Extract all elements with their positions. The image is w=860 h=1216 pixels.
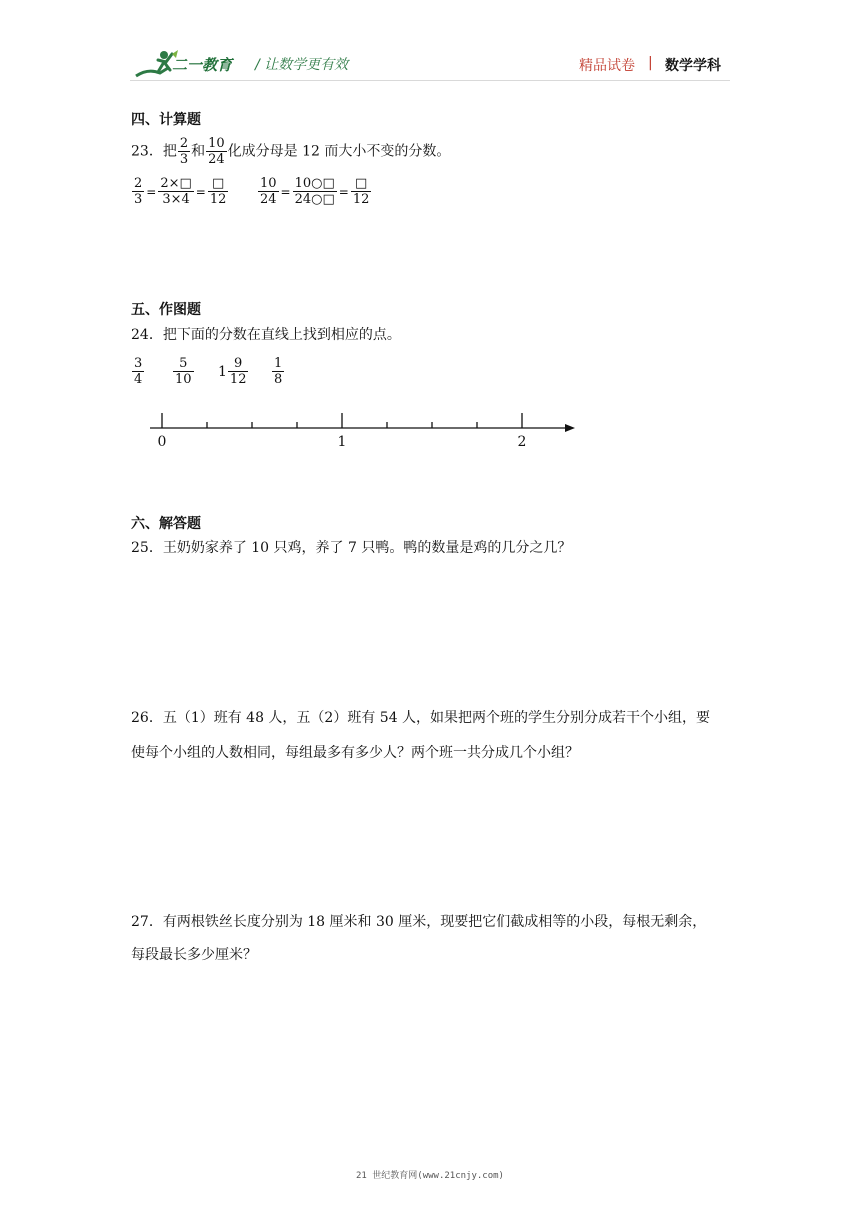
header-divider xyxy=(130,80,730,81)
q24-fraction-1: $\frac{3}{4}$ xyxy=(134,356,143,387)
q23-fraction-2: $\frac{10}{24}$ xyxy=(208,136,225,167)
q24-fraction-2: $\frac{5}{10}$ xyxy=(175,356,192,387)
tick-label: 2 xyxy=(517,434,527,450)
brand-name: 二一教育 xyxy=(172,56,233,74)
eq-b-fraction-1: $\frac{10}{24}$ xyxy=(260,176,277,207)
equals-sign: = xyxy=(195,184,206,199)
eq-b-fraction-3: $\frac{□}{12}$ xyxy=(352,176,370,207)
tick-label: 0 xyxy=(157,434,167,450)
q23-suffix: 化成分母是 12 而大小不变的分数。 xyxy=(227,143,451,160)
axis-arrow-icon xyxy=(565,424,575,432)
section-title-calc: 四、计算题 xyxy=(131,112,201,128)
q23-prefix: 23．把 xyxy=(131,143,177,160)
q24-fraction-3: 1 $\frac{9}{12}$ xyxy=(218,356,247,387)
q23-fraction-1: $\frac{2}{3}$ xyxy=(179,136,189,167)
section-title-solve: 六、解答题 xyxy=(131,516,201,532)
header-separator: | xyxy=(648,55,653,71)
q23-equation-b xyxy=(257,176,372,207)
tick-label: 1 xyxy=(337,434,347,450)
equals-sign: = xyxy=(146,184,157,199)
header-tag-subject: 数学学科 xyxy=(665,58,721,74)
header-tag-paper: 精品试卷 xyxy=(579,58,635,74)
number-line xyxy=(140,405,580,450)
brand-slogan: / 让数学更有效 xyxy=(255,57,349,73)
question-26-line-2: 使每个小组的人数相同，每组最多有多少人？两个班一共分成几个小组？ xyxy=(131,745,579,761)
eq-b-fraction-2: $\frac{10○□}{24○□}$ xyxy=(294,176,335,207)
equals-sign: = xyxy=(338,184,349,199)
question-27-line-1: 27．有两根铁丝长度分别为 18 厘米和 30 厘米，现要把它们截成相等的小段，每根无剩余， xyxy=(131,914,707,930)
page-footer: 21 世纪教育网(www.21cnjy.com) xyxy=(356,1171,504,1181)
section-title-draw: 五、作图题 xyxy=(131,302,201,318)
question-23 xyxy=(131,136,450,167)
eq-a-fraction-2: $\frac{2\times□}{3\times 4}$ xyxy=(160,176,192,207)
question-24: 24．把下面的分数在直线上找到相应的点。 xyxy=(131,327,401,343)
eq-a-fraction-3: $\frac{□}{12}$ xyxy=(209,176,227,207)
question-27-line-2: 每段最长多少厘米？ xyxy=(131,947,257,963)
question-26-line-1: 26．五（1）班有 48 人，五（2）班有 54 人，如果把两个班的学生分别分成若干个小组，要 xyxy=(131,710,711,726)
q24-fraction-4: $\frac{1}{8}$ xyxy=(274,356,283,387)
q23-equation-a xyxy=(131,176,229,207)
eq-a-fraction-1: $\frac{2}{3}$ xyxy=(134,176,143,207)
equals-sign: = xyxy=(280,184,291,199)
question-25: 25．王奶奶家养了 10 只鸡，养了 7 只鸭。鸭的数量是鸡的几分之几？ xyxy=(131,540,572,556)
q23-mid: 和 xyxy=(191,143,206,160)
